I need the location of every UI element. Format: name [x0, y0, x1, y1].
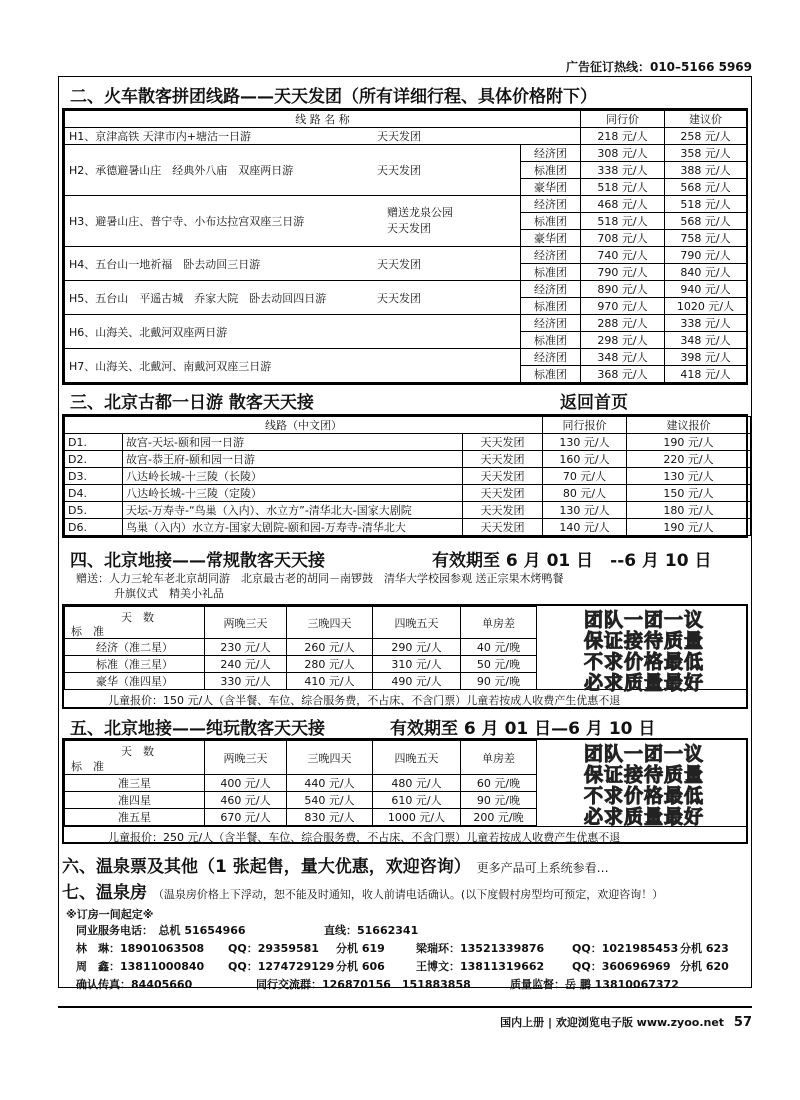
page-number: 57 [733, 1015, 752, 1030]
route-name: H7、山海关、北戴河、南戴河双座三日游 [69, 359, 272, 373]
sec2-table [64, 110, 747, 383]
sec3-header-route: 线路（中文团） [65, 417, 543, 434]
tier-cell: 标准团 [521, 298, 581, 315]
price-cell: 830 元/人 [287, 809, 373, 826]
sec4-stamp-line: 必求质量最好 [583, 672, 704, 694]
suggest-price: 1020 元/人 [665, 298, 747, 315]
standard-cell: 标准（准三星） [65, 656, 205, 673]
suggest-price: 840 元/人 [665, 264, 747, 281]
tour-note: 天天发团 [463, 451, 543, 468]
suggest-price: 518 元/人 [665, 196, 747, 213]
sec5-corner-bottom: 标 准 [71, 760, 104, 773]
route-name-cell [65, 281, 521, 315]
sec5-header-2n3d: 两晚三天 [205, 741, 287, 775]
route-name-cell [65, 145, 521, 196]
route-row [65, 145, 747, 162]
contact-qq: QQ：1274729129 [228, 960, 335, 973]
peer-price: 338 元/人 [581, 162, 665, 179]
day-tour-row [65, 519, 751, 536]
sec5-validity: 有效期至 6 月 01 日—6 月 10 日 [390, 719, 656, 739]
day-tour-row [65, 468, 751, 485]
sec2-header-route: 线 路 名 称 [65, 111, 581, 128]
sec5-corner [65, 741, 205, 775]
sec5-child-price: 儿童报价：250 元/人（含半餐、车位、综合服务费，不占床、不含门票）儿童若按成人收费产生优惠不退 [64, 826, 746, 845]
sec2-table-box [62, 108, 748, 385]
price-cell: 260 元/人 [287, 639, 373, 656]
tour-note: 天天发团 [463, 468, 543, 485]
peer-price: 130 元/人 [543, 434, 627, 451]
tour-code: D5. [65, 502, 123, 519]
price-cell: 610 元/人 [373, 792, 461, 809]
route-note: 赠送龙泉公园 天天发团 [387, 206, 464, 235]
package-row [65, 639, 537, 656]
tour-name: 鸟巢（入内）水立方-国家大剧院-颐和园-万寿寺-清华北大 [123, 519, 463, 536]
sec7-title-text: 七、温泉房 [62, 883, 147, 903]
peer-price: 890 元/人 [581, 281, 665, 298]
tour-code: D4. [65, 485, 123, 502]
route-name-cell [65, 247, 521, 281]
package-row [65, 656, 537, 673]
suggest-price: 568 元/人 [665, 179, 747, 196]
suggest-price: 758 元/人 [665, 230, 747, 247]
sec5-header-3n4d: 三晚四天 [287, 741, 373, 775]
suggest-price: 338 元/人 [665, 315, 747, 332]
route-name: H2、承德避暑山庄 经典外八庙 双座两日游 [69, 164, 294, 177]
tour-note: 天天发团 [463, 502, 543, 519]
contact-qq: QQ：360696969 [572, 960, 671, 973]
contact-ext: 分机 623 [680, 942, 729, 955]
route-note: 天天发团 [377, 164, 421, 177]
tier-cell: 经济团 [521, 196, 581, 213]
suggest-price: 568 元/人 [665, 213, 747, 230]
route-row [65, 315, 747, 332]
price-cell: 410 元/人 [287, 673, 373, 690]
tour-code: D1. [65, 434, 123, 451]
contact-ext: 分机 606 [336, 960, 385, 973]
tour-note: 天天发团 [463, 485, 543, 502]
tier-cell: 标准团 [521, 332, 581, 349]
suggest-price: 940 元/人 [665, 281, 747, 298]
price-cell: 40 元/晚 [461, 639, 537, 656]
tier-cell: 经济团 [521, 315, 581, 332]
price-cell: 90 元/晚 [461, 673, 537, 690]
tour-name: 天坛-万寿寺-“鸟巢（入内）、水立方”-清华北大-国家大剧院 [123, 502, 463, 519]
sec3-title: 三、北京古都一日游 散客天天接 [70, 393, 314, 413]
tier-cell: 经济团 [521, 247, 581, 264]
suggest-price: 388 元/人 [665, 162, 747, 179]
price-cell: 50 元/晚 [461, 656, 537, 673]
sec2-title: 二、火车散客拼团线路——天天发团（所有详细行程、具体价格附下） [70, 87, 597, 107]
suggest-price: 190 元/人 [627, 519, 751, 536]
sec2-body [65, 128, 747, 383]
sec4-header-3n4d: 三晚四天 [287, 607, 373, 639]
peer-price: 130 元/人 [543, 502, 627, 519]
tier-cell: 标准团 [521, 162, 581, 179]
tour-code: D2. [65, 451, 123, 468]
sec5-header-4n5d: 四晚五天 [373, 741, 461, 775]
price-cell: 230 元/人 [205, 639, 287, 656]
peer-price: 970 元/人 [581, 298, 665, 315]
sec5-corner-top: 天 数 [121, 745, 154, 758]
tier-cell: 标准团 [521, 366, 581, 383]
peer-price: 708 元/人 [581, 230, 665, 247]
peer-price: 218 元/人 [581, 128, 665, 145]
peer-price: 468 元/人 [581, 196, 665, 213]
contact-qq: QQ：1021985453 [572, 942, 679, 955]
route-note: 天天发团 [377, 291, 421, 305]
peer-price: 368 元/人 [581, 366, 665, 383]
tier-cell: 标准团 [521, 213, 581, 230]
sec4-header-single: 单房差 [461, 607, 537, 639]
sec3-header-peer: 同行报价 [543, 417, 627, 434]
sec7-title [62, 878, 663, 903]
tour-name: 八达岭长城-十三陵（长陵） [123, 468, 463, 485]
contact-phone: 周 鑫：13811000840 [76, 960, 205, 973]
tier-cell: 豪华团 [521, 230, 581, 247]
route-name-cell [65, 315, 521, 349]
contact-qq: QQ：29359581 [228, 942, 319, 955]
price-cell: 490 元/人 [373, 673, 461, 690]
route-name: H5、五台山 平遥古城 乔家大院 卧去动回四日游 [69, 291, 327, 305]
service-phone: 同业服务电话： 总机 51654966 [76, 924, 246, 937]
suggest-price: 418 元/人 [665, 366, 747, 383]
suggest-price: 190 元/人 [627, 434, 751, 451]
price-cell: 400 元/人 [205, 775, 287, 792]
sec4-child-price: 儿童报价：150 元/人（含半餐、车位、综合服务费，不占床、不含门票）儿童若按成人收费产生优惠不退 [64, 689, 746, 708]
tier-cell: 豪华团 [521, 179, 581, 196]
sec6-more[interactable]: 更多产品可上系统参看… [476, 861, 609, 875]
price-cell: 200 元/晚 [461, 809, 537, 826]
sec6-title-text: 六、温泉票及其他（1 张起售，量大优惠，欢迎咨询） [62, 857, 471, 877]
route-name: H3、避暑山庄、普宁寺、小布达拉宫双座三日游 [69, 215, 305, 228]
sec5-stamp [546, 744, 742, 828]
route-name-cell [65, 196, 521, 247]
sec3-table [64, 416, 751, 536]
route-row [65, 196, 747, 213]
peer-price: 140 元/人 [543, 519, 627, 536]
price-cell: 440 元/人 [287, 775, 373, 792]
route-name: H6、山海关、北戴河双座两日游 [69, 325, 228, 339]
peer-price: 518 元/人 [581, 179, 665, 196]
tour-code: D6. [65, 519, 123, 536]
route-name-cell [65, 128, 581, 145]
peer-price: 160 元/人 [543, 451, 627, 468]
route-row [65, 349, 747, 366]
suggest-price: 130 元/人 [627, 468, 751, 485]
price-cell: 480 元/人 [373, 775, 461, 792]
suggest-price: 220 元/人 [627, 451, 751, 468]
standard-cell: 准五星 [65, 809, 205, 826]
sec4-table [64, 606, 537, 690]
route-row [65, 281, 747, 298]
peer-price: 740 元/人 [581, 247, 665, 264]
tour-name: 故宫-恭王府-颐和园一日游 [123, 451, 463, 468]
sec4-body [65, 639, 537, 690]
price-cell: 290 元/人 [373, 639, 461, 656]
sec4-validity: 有效期至 6 月 01 日 --6 月 10 日 [432, 551, 712, 571]
contact-ext: 分机 620 [680, 960, 729, 973]
price-cell: 540 元/人 [287, 792, 373, 809]
sec3-body [65, 434, 751, 536]
price-cell: 90 元/晚 [461, 792, 537, 809]
suggest-price: 348 元/人 [665, 332, 747, 349]
sec5-stamp-line: 团队一团一议 [583, 743, 704, 765]
peer-price: 308 元/人 [581, 145, 665, 162]
sec5-stamp-line: 保证接待质量 [583, 764, 704, 786]
sec5-title: 五、北京地接——纯玩散客天天接 [70, 719, 325, 739]
home-link[interactable]: 返回首页 [560, 393, 628, 413]
price-cell: 280 元/人 [287, 656, 373, 673]
sec3-header-suggest: 建议报价 [627, 417, 751, 434]
sec4-stamp-line: 团队一团一议 [583, 609, 704, 631]
route-name: H4、五台山一地祈福 卧去动回三日游 [69, 257, 261, 271]
page-footer [58, 1006, 752, 1030]
price-cell: 60 元/晚 [461, 775, 537, 792]
sec4-title: 四、北京地接——常规散客天天接 [70, 551, 325, 571]
sec4-gift-line1: 赠送：人力三轮车老北京胡同游 北京最古老的胡同－南锣鼓 清华大学校园参观 送正宗果木烤鸭餐 [76, 572, 564, 585]
quality-supervisor: 质量监督：岳 鹏 13810067372 [510, 978, 679, 991]
standard-cell: 豪华（准四星） [65, 673, 205, 690]
fax: 确认传真：84405660 [76, 978, 193, 991]
suggest-price: 180 元/人 [627, 502, 751, 519]
suggest-price: 790 元/人 [665, 247, 747, 264]
suggest-price: 398 元/人 [665, 349, 747, 366]
peer-group: 同行交流群：126870156 151883858 [256, 978, 471, 991]
contact-phone: 林 琳：18901063508 [76, 942, 205, 955]
peer-price: 70 元/人 [543, 468, 627, 485]
suggest-price: 358 元/人 [665, 145, 747, 162]
footer-text[interactable]: 国内上册 | 欢迎浏览电子版 www.zyoo.net [500, 1016, 725, 1029]
route-row [65, 247, 747, 264]
sec5-body [65, 775, 537, 826]
route-note: 天天发团 [377, 130, 421, 143]
contact-phone: 梁瑞环：13521339876 [416, 942, 545, 955]
sec2-header-suggest: 建议价 [665, 111, 747, 128]
day-tour-row [65, 502, 751, 519]
direct-line: 直线：51662341 [324, 924, 419, 937]
day-tour-row [65, 434, 751, 451]
sec4-corner [65, 607, 205, 639]
price-cell: 460 元/人 [205, 792, 287, 809]
min-order-note: ※订房一间起定※ [66, 908, 154, 921]
route-name-cell [65, 349, 521, 383]
tour-name: 八达岭长城-十三陵（定陵） [123, 485, 463, 502]
price-cell: 670 元/人 [205, 809, 287, 826]
sec3-table-box [62, 414, 748, 538]
ad-hotline: 广告征订热线：010–5166 5969 [565, 60, 752, 74]
standard-cell: 经济（准二星） [65, 639, 205, 656]
day-tour-row [65, 485, 751, 502]
peer-price: 288 元/人 [581, 315, 665, 332]
contact-ext: 分机 619 [336, 942, 385, 955]
tour-note: 天天发团 [463, 434, 543, 451]
package-row [65, 792, 537, 809]
package-row [65, 673, 537, 690]
route-row [65, 128, 747, 145]
day-tour-row [65, 451, 751, 468]
package-row [65, 809, 537, 826]
tier-cell: 经济团 [521, 145, 581, 162]
sec7-note: （温泉房价格上下浮动，恕不能及时通知，收人前请电话确认。(以下度假村房型均可预定，欢迎咨询！） [152, 888, 664, 901]
price-cell: 240 元/人 [205, 656, 287, 673]
tier-cell: 标准团 [521, 264, 581, 281]
route-name: H1、京津高铁 天津市内+塘沽一日游 [69, 130, 251, 143]
contact-phone: 王博文：13811319662 [416, 960, 545, 973]
sec5-stamp-line: 必求质量最好 [583, 806, 704, 828]
tier-cell: 经济团 [521, 349, 581, 366]
sec4-gift-line2: 升旗仪式 精美小礼品 [114, 587, 224, 600]
sec4-stamp-line: 保证接待质量 [583, 630, 704, 652]
sec2-header-peer: 同行价 [581, 111, 665, 128]
tour-code: D3. [65, 468, 123, 485]
suggest-price: 258 元/人 [665, 128, 747, 145]
sec4-header-4n5d: 四晚五天 [373, 607, 461, 639]
peer-price: 80 元/人 [543, 485, 627, 502]
peer-price: 348 元/人 [581, 349, 665, 366]
sec4-stamp-line: 不求价格最低 [583, 651, 704, 673]
suggest-price: 150 元/人 [627, 485, 751, 502]
tier-cell: 经济团 [521, 281, 581, 298]
price-cell: 310 元/人 [373, 656, 461, 673]
price-cell: 1000 元/人 [373, 809, 461, 826]
tour-note: 天天发团 [463, 519, 543, 536]
peer-price: 790 元/人 [581, 264, 665, 281]
sec5-stamp-line: 不求价格最低 [583, 785, 704, 807]
sec4-header-2n3d: 两晚三天 [205, 607, 287, 639]
sec5-table [64, 740, 537, 826]
sec4-stamp [546, 610, 742, 694]
package-row [65, 775, 537, 792]
tour-name: 故宫-天坛-颐和园一日游 [123, 434, 463, 451]
route-note: 天天发团 [377, 257, 421, 271]
standard-cell: 准三星 [65, 775, 205, 792]
sec5-header-single: 单房差 [461, 741, 537, 775]
peer-price: 298 元/人 [581, 332, 665, 349]
price-cell: 330 元/人 [205, 673, 287, 690]
sec6-title [62, 852, 609, 877]
standard-cell: 准四星 [65, 792, 205, 809]
sec4-corner-bottom: 标 准 [71, 625, 104, 638]
sec4-corner-top: 天 数 [121, 611, 154, 624]
peer-price: 518 元/人 [581, 213, 665, 230]
